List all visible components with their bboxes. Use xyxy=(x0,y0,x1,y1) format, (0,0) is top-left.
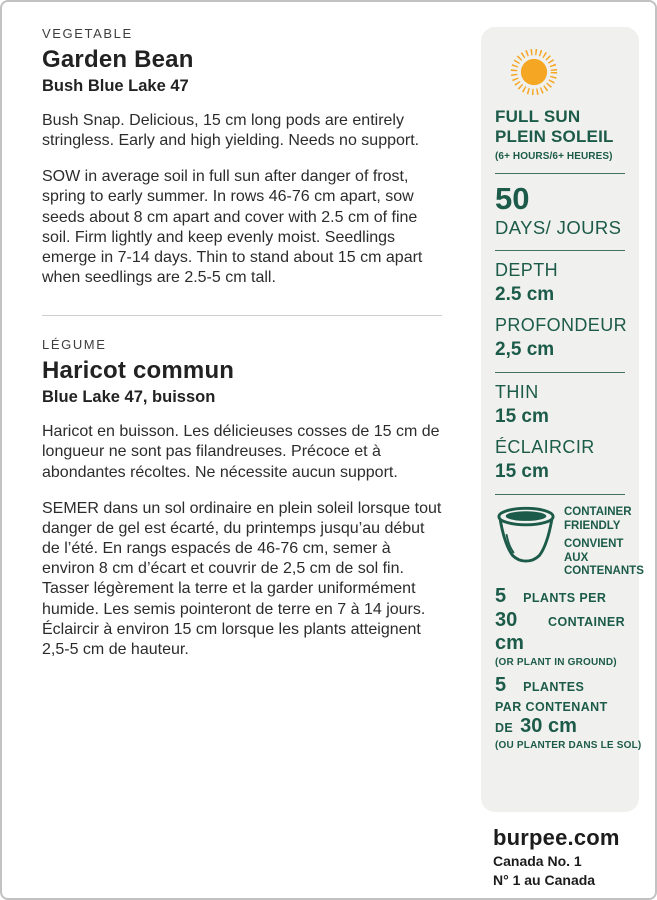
english-section xyxy=(42,26,442,288)
category-label-en: VEGETABLE xyxy=(42,26,133,41)
container-size-fr xyxy=(495,715,625,738)
plants-qty-en: 5 xyxy=(495,584,507,607)
container-line2-fr: PAR CONTENANT xyxy=(495,699,608,714)
info-column xyxy=(481,27,644,889)
growing-info-panel xyxy=(481,27,644,812)
product-title-en: Garden Bean xyxy=(42,46,194,73)
sun-icon xyxy=(505,43,563,101)
plants-qty-label-fr: PLANTES xyxy=(523,679,585,694)
sowing-instructions-fr: SEMER dans un sol ordinaire en plein soleil lorsque tout danger de gel est écarté, du printemps jusqu’au début de l’été. En rangs espacés de 46-76 cm, semer à environ 8 cm d’écart et couvrir de 2,5 cm de sol fin. Tasser légèrement la terre et la garder uniformément humide. Les semis pointeront de terre en 7 à 14 jours. Éclaircir à environ 15 cm lorsque les plants atteignent 2,5-5 cm de hauteur. xyxy=(42,499,442,658)
flower-pot-icon xyxy=(495,504,557,564)
container-friendly-badge xyxy=(495,504,644,579)
description-paragraph-fr: Haricot en buisson. Les délicieuses cosses de 15 cm de longueur ne sont pas filandreuses. Précoce et à abondantes récoltes. Ne nécessite aucun support. xyxy=(42,423,440,481)
panel-rule xyxy=(495,250,625,251)
container-size-value-fr: 30 cm xyxy=(520,714,577,737)
sun-exposure-label xyxy=(495,107,625,147)
product-title-fr: Haricot commun xyxy=(42,357,235,385)
sun-hours-note: (6+ HOURS/6+ HEURES) xyxy=(495,151,613,163)
sowing-instructions-en: SOW in average soil in full sun after danger of frost, spring to early summer. In rows 46-76 cm apart, sow seeds about 8 cm apart and cover with 2.5 cm of fine soil. Firm lightly and keep evenly moist. Seedlings emerge in 7-14 days. Thin to stand about 15 cm apart when seedlings are 2.5-5 cm tall. xyxy=(42,168,423,287)
plants-qty-fr: 5 xyxy=(495,673,507,696)
thin-value-fr: 15 cm xyxy=(495,461,549,483)
depth-label-en: DEPTH xyxy=(495,260,559,281)
depth-value-fr: 2,5 cm xyxy=(495,339,555,361)
thin-label-fr: ÉCLAIRCIR xyxy=(495,437,595,458)
container-size-en xyxy=(495,609,625,655)
thin-label-en: THIN xyxy=(495,382,539,403)
panel-rule xyxy=(495,372,625,373)
language-divider xyxy=(42,315,442,316)
plants-qty-label-en: PLANTS PER xyxy=(523,590,607,605)
container-size-value-en: 30 cm xyxy=(495,608,524,654)
depth-value-en: 2.5 cm xyxy=(495,284,555,306)
footer xyxy=(481,825,639,889)
sun-exposure-en: FULL SUN xyxy=(495,107,581,126)
badge-en-line2: FRIENDLY xyxy=(564,519,621,532)
ground-note-en: (OR PLANT IN GROUND) xyxy=(495,656,617,668)
container-size-prefix-fr: DE xyxy=(495,720,514,735)
variety-name-fr: Blue Lake 47, buisson xyxy=(42,388,216,407)
badge-fr-line1: CONVIENT AUX xyxy=(564,538,624,564)
description-column xyxy=(42,26,442,676)
badge-en-line1: CONTAINER xyxy=(564,506,632,519)
container-badge-text xyxy=(564,504,644,579)
variety-name-en: Bush Blue Lake 47 xyxy=(42,77,189,95)
description-paragraph-en: Bush Snap. Delicious, 15 cm long pods are entirely stringless. Early and high yielding. Needs no support. xyxy=(42,112,420,150)
depth-label-fr: PROFONDEUR xyxy=(495,315,628,336)
ground-note-fr: (OU PLANTER DANS LE SOL) xyxy=(495,739,642,751)
plants-per-container-en xyxy=(495,585,625,608)
french-section xyxy=(42,337,442,660)
panel-rule xyxy=(495,494,625,495)
days-to-maturity-value: 50 xyxy=(495,181,530,217)
thin-value-en: 15 cm xyxy=(495,406,549,428)
badge-fr-line2: CONTENANTS xyxy=(564,565,644,578)
category-label-fr: LÉGUME xyxy=(42,337,107,353)
footer-line-fr: N° 1 au Canada xyxy=(493,871,596,888)
plants-per-container-fr xyxy=(495,674,625,697)
container-size-label-en: CONTAINER xyxy=(548,614,625,629)
brand-website: burpee.com xyxy=(493,825,620,850)
days-to-maturity-label: DAYS/ JOURS xyxy=(495,217,622,239)
panel-rule xyxy=(495,173,625,174)
footer-line-en: Canada No. 1 xyxy=(493,853,582,869)
sun-exposure-fr: PLEIN SOLEIL xyxy=(495,127,614,147)
